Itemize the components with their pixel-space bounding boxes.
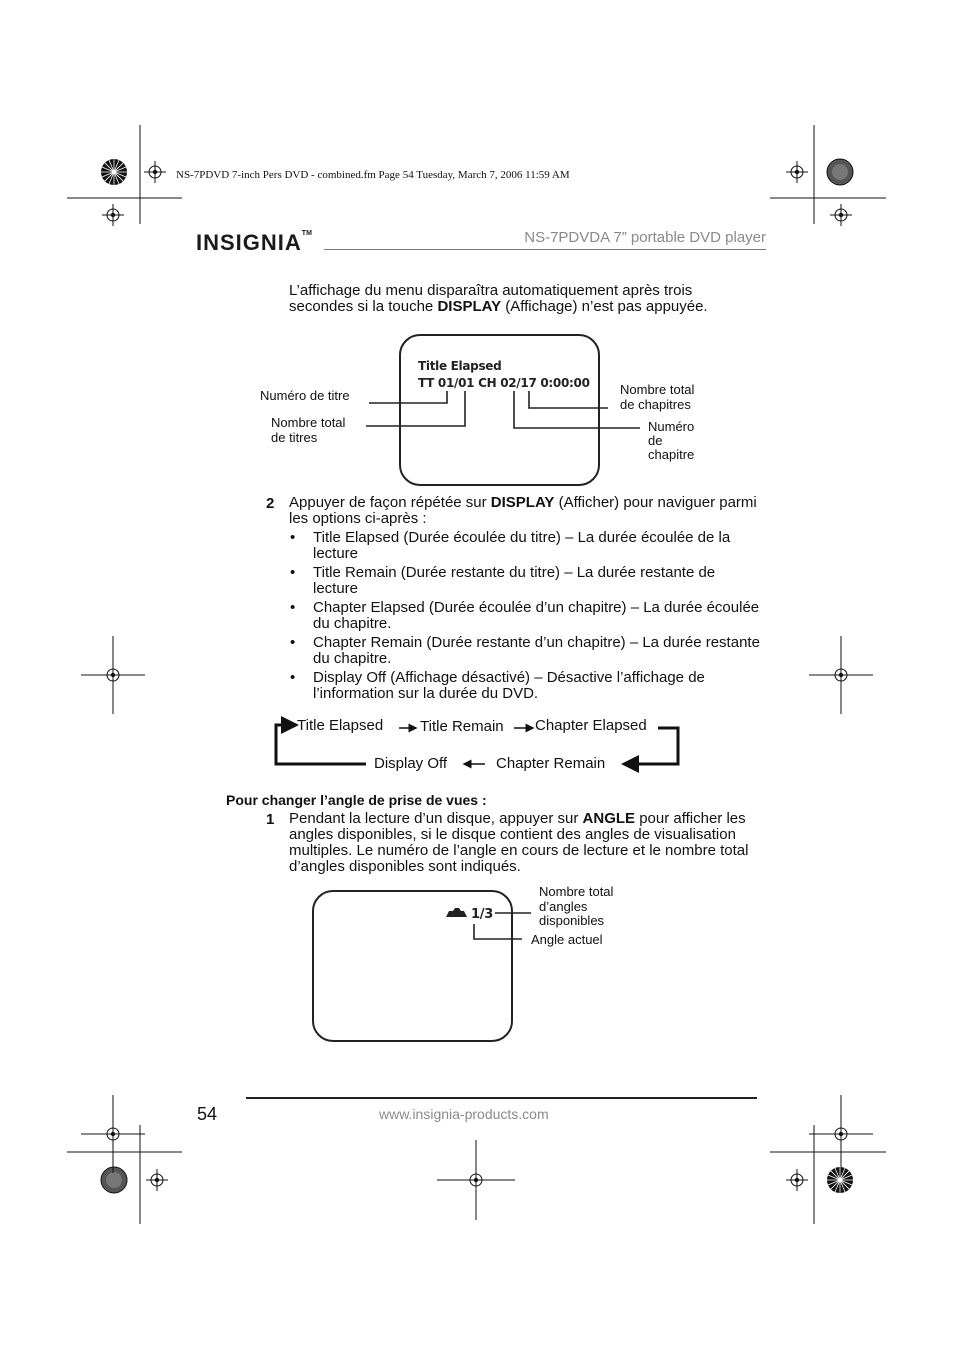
label-total-angles-3: disponibles xyxy=(539,913,605,928)
step-2-text-end: (Afficher) pour naviguer parmi les options ci-après : xyxy=(289,494,757,527)
list-item: • Chapter Elapsed (Durée écoulée d’un chapitre) – La durée écoulée du chapitre. xyxy=(290,600,760,632)
label-current-angle: Angle actuel xyxy=(531,932,603,947)
cycle-chapter-elapsed: Chapter Elapsed xyxy=(535,717,647,734)
framemaker-header: NS-7PDVD 7-inch Pers DVD - combined.fm Page 54 Tuesday, March 7, 2006 11:59 AM xyxy=(176,169,570,181)
angle-step-number: 1 xyxy=(266,811,275,828)
angle-bold: ANGLE xyxy=(582,810,636,827)
step-2-text-start: Appuyer de façon répétée sur xyxy=(289,494,491,511)
angle-section-heading: Pour changer l’angle de prise de vues : xyxy=(226,792,487,808)
list-item: • Display Off (Affichage désactivé) – Désactive l’affichage de l’information sur la durée du DVD. xyxy=(290,670,760,702)
cycle-title-remain: Title Remain xyxy=(420,718,504,735)
osd-angle-value: 1/3 xyxy=(471,907,493,922)
label-total-titles-1: Nombre total xyxy=(271,415,346,430)
step-2-number: 2 xyxy=(266,495,275,512)
label-total-angles-2: d’angles xyxy=(539,899,588,914)
osd-title-elapsed: Title Elapsed xyxy=(418,359,502,373)
label-chapter-number-3: chapitre xyxy=(648,447,695,462)
label-chapter-number-2: de xyxy=(648,433,663,448)
page-number: 54 xyxy=(197,1104,218,1124)
cycle-display-off: Display Off xyxy=(374,755,448,772)
logo-trademark: TM xyxy=(301,230,312,237)
label-title-number: Numéro de titre xyxy=(260,388,350,403)
label-total-chapters-2: de chapitres xyxy=(620,397,691,412)
logo-text: INSIGNIA xyxy=(196,230,302,255)
cycle-chapter-remain: Chapter Remain xyxy=(496,755,606,772)
angle-text-end: pour afficher les angles disponibles, si le disque contient des angles de visualisation multiples. Le numéro de l’angle en cours de lecture et le nombre total d’angles disponibles sont indiqués. xyxy=(289,810,749,875)
camera-angle-icon xyxy=(446,908,467,917)
list-item: • Chapter Remain (Durée restante d’un chapitre) – La durée restante du chapitre. xyxy=(290,635,760,667)
list-item: • Title Remain (Durée restante du titre) – La durée restante de lecture xyxy=(290,565,760,597)
label-chapter-number-1: Numéro xyxy=(648,419,695,434)
intro-text-end: (Affichage) n’est pas appuyée. xyxy=(501,298,708,315)
intro-text: L’affichage du menu disparaîtra automatiquement après trois secondes si la touche xyxy=(289,282,693,315)
intro-bold: DISPLAY xyxy=(437,298,502,315)
osd-time-line: TT 01/01 CH 02/17 0:00:00 xyxy=(418,376,590,390)
label-total-chapters-1: Nombre total xyxy=(620,382,695,397)
label-total-angles-1: Nombre total xyxy=(539,884,614,899)
list-item: • Title Elapsed (Durée écoulée du titre) – La durée écoulée de la lecture xyxy=(290,530,760,562)
step-2-bold: DISPLAY xyxy=(490,494,555,511)
footer-url: www.insignia-products.com xyxy=(379,1106,549,1122)
label-total-titles-2: de titres xyxy=(271,430,318,445)
angle-text-start: Pendant la lecture d’un disque, appuyer sur xyxy=(289,810,583,827)
product-title: NS-7PDVDA 7” portable DVD player xyxy=(524,229,766,246)
cycle-title-elapsed: Title Elapsed xyxy=(297,717,384,734)
footer-rule xyxy=(246,1097,757,1099)
